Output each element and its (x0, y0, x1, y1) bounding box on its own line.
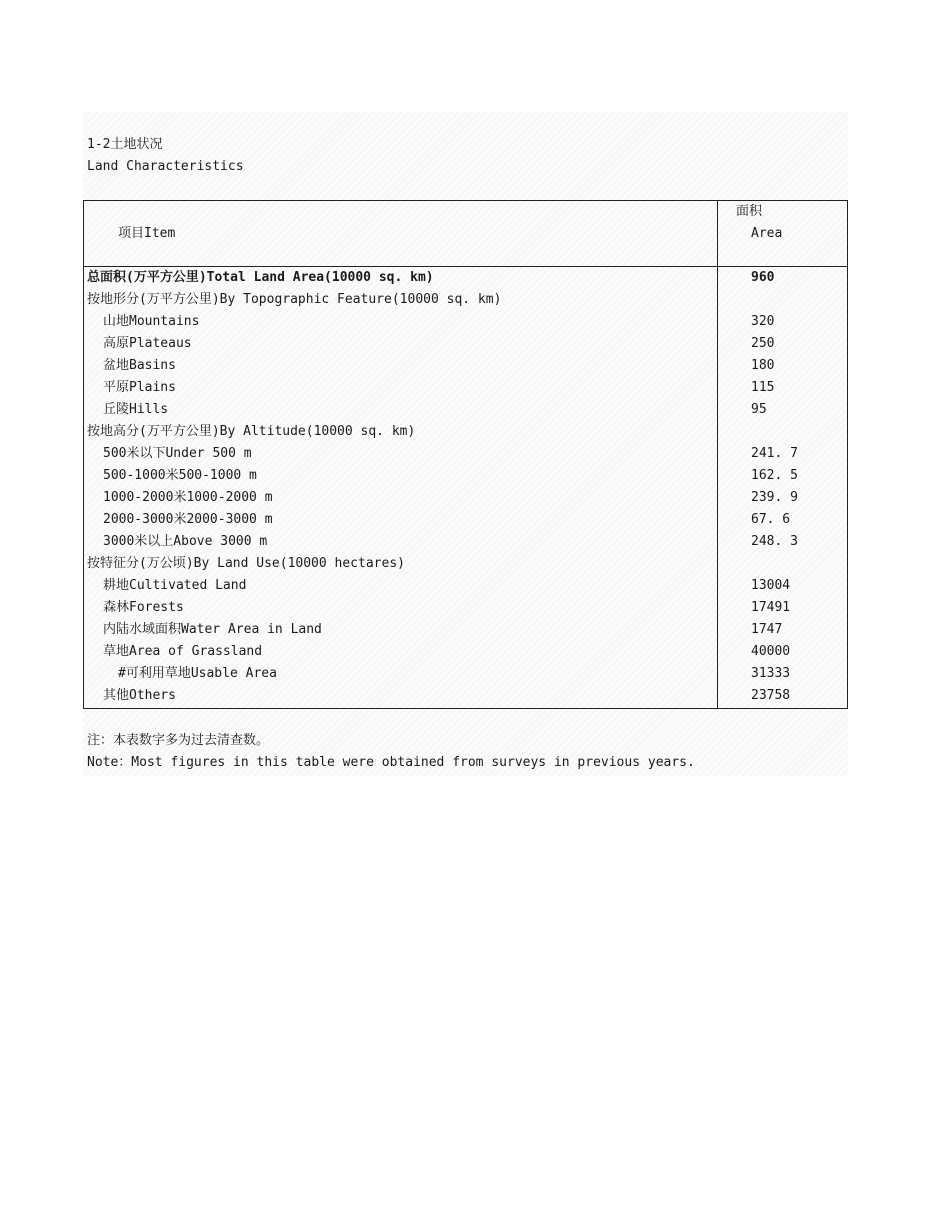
table-row (84, 289, 847, 311)
row-value: 23758 (751, 688, 791, 703)
row-label: 耕地Cultivated Land (103, 578, 247, 593)
row-label: 1000-2000米1000-2000 m (103, 490, 273, 505)
row-value: 17491 (751, 600, 791, 615)
table-row (84, 575, 847, 597)
footnote-chinese: 注：本表数字多为过去清查数。 (87, 733, 270, 748)
table-row (84, 663, 847, 685)
row-label: 其他Others (103, 688, 176, 703)
row-label: 平原Plains (103, 380, 176, 395)
row-label: 高原Plateaus (103, 336, 192, 351)
row-label: 草地Area of Grassland (103, 644, 263, 659)
row-value: 67. 6 (751, 512, 791, 527)
land-characteristics-table (83, 200, 848, 709)
table-row (84, 509, 847, 531)
row-label: 盆地Basins (103, 358, 176, 373)
column-header-area-chinese: 面积 (736, 204, 763, 219)
column-header-item: 项目Item (118, 226, 176, 241)
table-title-chinese: 1-2土地状况 (87, 137, 163, 152)
row-label: 3000米以上Above 3000 m (103, 534, 268, 549)
row-value: 115 (751, 380, 775, 395)
row-label: 丘陵Hills (103, 402, 169, 417)
row-label: 500-1000米500-1000 m (103, 468, 257, 483)
spreadsheet-page (83, 112, 848, 776)
row-label: 山地Mountains (103, 314, 200, 329)
table-row (84, 399, 847, 421)
row-value: 239. 9 (751, 490, 798, 505)
table-row (84, 443, 847, 465)
row-label: 内陆水域面积Water Area in Land (103, 622, 322, 637)
table-row (84, 597, 847, 619)
row-value: 241. 7 (751, 446, 798, 461)
row-label: 按特征分(万公顷)By Land Use(10000 hectares) (87, 556, 405, 571)
table-row (84, 465, 847, 487)
table-row (84, 311, 847, 333)
row-value: 40000 (751, 644, 791, 659)
row-value: 162. 5 (751, 468, 798, 483)
table-row (84, 487, 847, 509)
footnote-english: Note：Most figures in this table were obtained from surveys in previous years. (87, 755, 695, 770)
table-row (84, 685, 847, 707)
table-row (84, 531, 847, 553)
row-label: 按地形分(万平方公里)By Topographic Feature(10000 sq. km) (87, 292, 502, 307)
table-row (84, 553, 847, 575)
row-label: #可利用草地Usable Area (118, 666, 277, 681)
table-row (84, 355, 847, 377)
row-label: 总面积(万平方公里)Total Land Area(10000 sq. km) (87, 270, 434, 285)
table-title-english: Land Characteristics (87, 159, 244, 174)
row-value: 960 (751, 270, 775, 285)
row-label: 按地高分(万平方公里)By Altitude(10000 sq. km) (87, 424, 416, 439)
row-label: 500米以下Under 500 m (103, 446, 252, 461)
row-value: 250 (751, 336, 775, 351)
table-body (84, 267, 847, 707)
row-value: 95 (751, 402, 767, 417)
row-label: 2000-3000米2000-3000 m (103, 512, 273, 527)
row-value: 13004 (751, 578, 791, 593)
table-row (84, 333, 847, 355)
table-row (84, 619, 847, 641)
table-row (84, 421, 847, 443)
row-value: 320 (751, 314, 775, 329)
table-row (84, 267, 847, 289)
row-value: 180 (751, 358, 775, 373)
row-value: 1747 (751, 622, 783, 637)
table-row (84, 641, 847, 663)
column-header-area-english: Area (751, 226, 783, 241)
row-value: 248. 3 (751, 534, 798, 549)
row-label: 森林Forests (103, 600, 184, 615)
table-row (84, 377, 847, 399)
row-value: 31333 (751, 666, 791, 681)
